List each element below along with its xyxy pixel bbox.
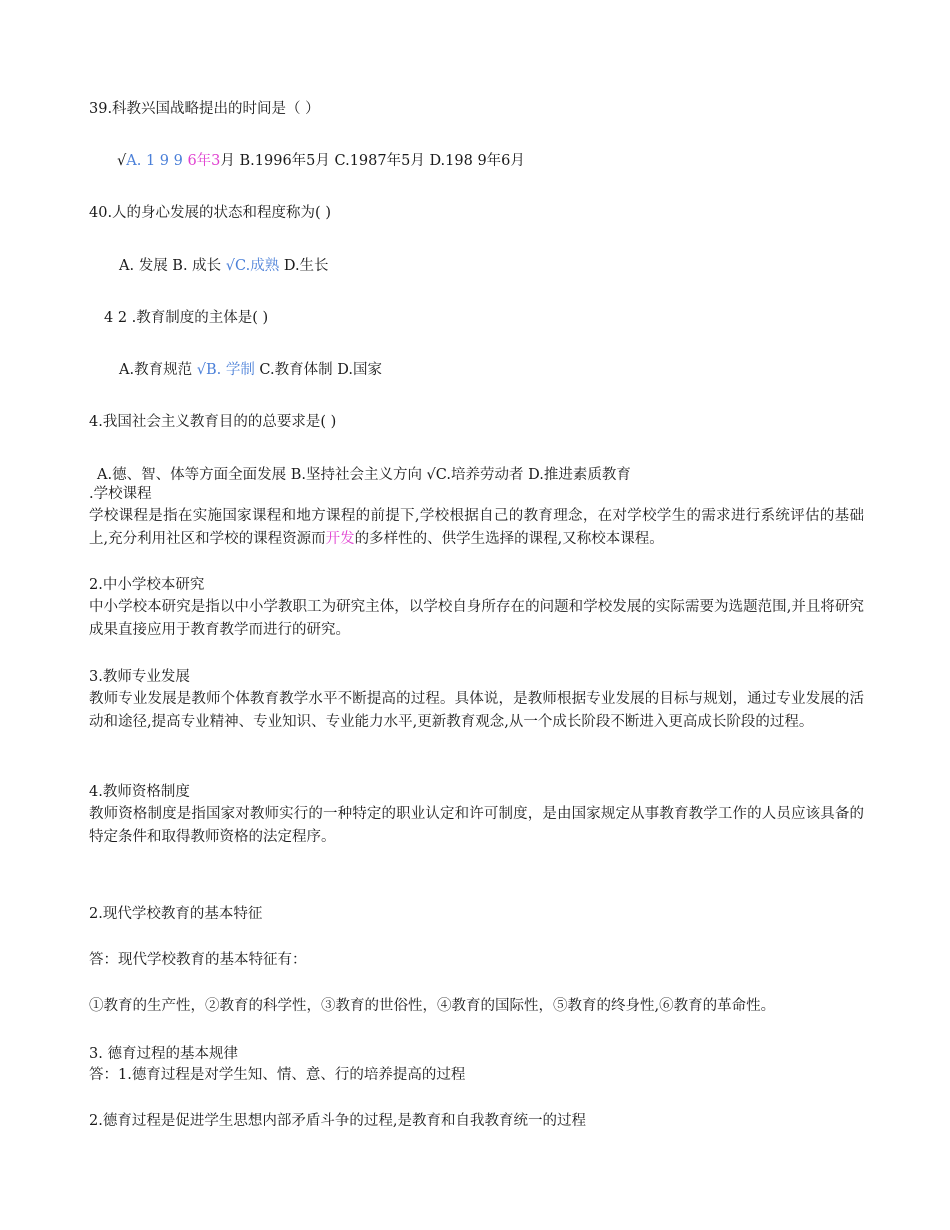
options-before: A. 发展 B. 成长 — [119, 258, 226, 274]
other-options: B.1996年5月 C.1987年5月 D.198 9年6月 — [234, 153, 525, 169]
question-4: 4.我国社会主义教育目的的总要求是( ) — [89, 414, 337, 430]
short-answer-2-answer: 答：现代学校教育的基本特征有： — [89, 952, 307, 968]
term-title-school-research: 2.中小学校本研究 — [89, 577, 205, 593]
highlighted-text: 6年3 — [187, 153, 221, 169]
term-body-school-research: 中小学校本研究是指以中小学教职工为研究主体，以学校自身所存在的问题和学校发展的实际需要为选题范围,并且将研究成果直接应用于教育教学而进行的研究。 — [89, 599, 864, 638]
short-answer-3-title: 3. 德育过程的基本规律 — [89, 1046, 238, 1062]
term-title-teacher-development: 3.教师专业发展 — [89, 669, 190, 685]
short-answer-2-list: ①教育的生产性，②教育的科学性，③教育的世俗性，④教育的国际性，⑤教育的终身性,⑥教育的革命性。 — [89, 998, 776, 1014]
correct-option-b: √B. 学制 — [196, 362, 255, 378]
question-40-options — [119, 257, 329, 275]
other-options: C.教育体制 D.国家 — [254, 362, 382, 378]
short-answer-2-title: 2.现代学校教育的基本特征 — [89, 906, 263, 922]
question-4-options: A.德、智、体等方面全面发展 B.坚持社会主义方向 √C.培养劳动者 D.推进素质教育 — [97, 467, 631, 483]
question-40: 40.人的身心发展的状态和程度称为( ) — [89, 205, 331, 221]
term-title-teacher-certification: 4.教师资格制度 — [89, 784, 190, 800]
term-body-teacher-development: 教师专业发展是教师个体教育教学水平不断提高的过程。具体说，是教师根据专业发展的目标与规划，通过专业发展的活动和途径,提高专业精神、专业知识、专业能力水平,更新教育观念,从一个成长阶段不断进入更高成长阶段的过程。 — [89, 691, 864, 730]
term-body-school-curriculum: 学校课程是指在实施国家课程和地方课程的前提下,学校根据自己的教育理念，在对学校学生的需求进行系统评估的基础上,充分利用社区和学校的课程资源而开发的多样性的、供学生选择的课程,又称校本课程。 — [89, 508, 864, 547]
correct-option-a: A. 1 9 9 — [126, 153, 188, 169]
option-a: A.教育规范 — [119, 362, 197, 378]
short-answer-3-answer-1: 答：1.德育过程是对学生知、情、意、行的培养提高的过程 — [89, 1067, 466, 1083]
question-42-options — [119, 361, 382, 379]
question-39: 39.科教兴国战略提出的时间是（ ） — [89, 101, 320, 117]
option-a-tail: 月 — [220, 153, 235, 169]
highlighted-text: 开发 — [325, 531, 355, 547]
correct-option-c: √C.成熟 — [225, 258, 280, 274]
correct-check: √ — [117, 153, 127, 169]
term-body-teacher-certification: 教师资格制度是指国家对教师实行的一种特定的职业认定和许可制度，是由国家规定从事教育教学工作的人员应该具备的特定条件和取得教师资格的法定程序。 — [89, 806, 864, 845]
question-39-options — [117, 152, 525, 170]
question-42: 4 2 .教育制度的主体是( ) — [104, 310, 269, 326]
options-after: D.生长 — [279, 258, 329, 274]
short-answer-3-answer-2: 2.德育过程是促进学生思想内部矛盾斗争的过程,是教育和自我教育统一的过程 — [89, 1113, 586, 1129]
term-title-school-curriculum: .学校课程 — [89, 486, 152, 502]
